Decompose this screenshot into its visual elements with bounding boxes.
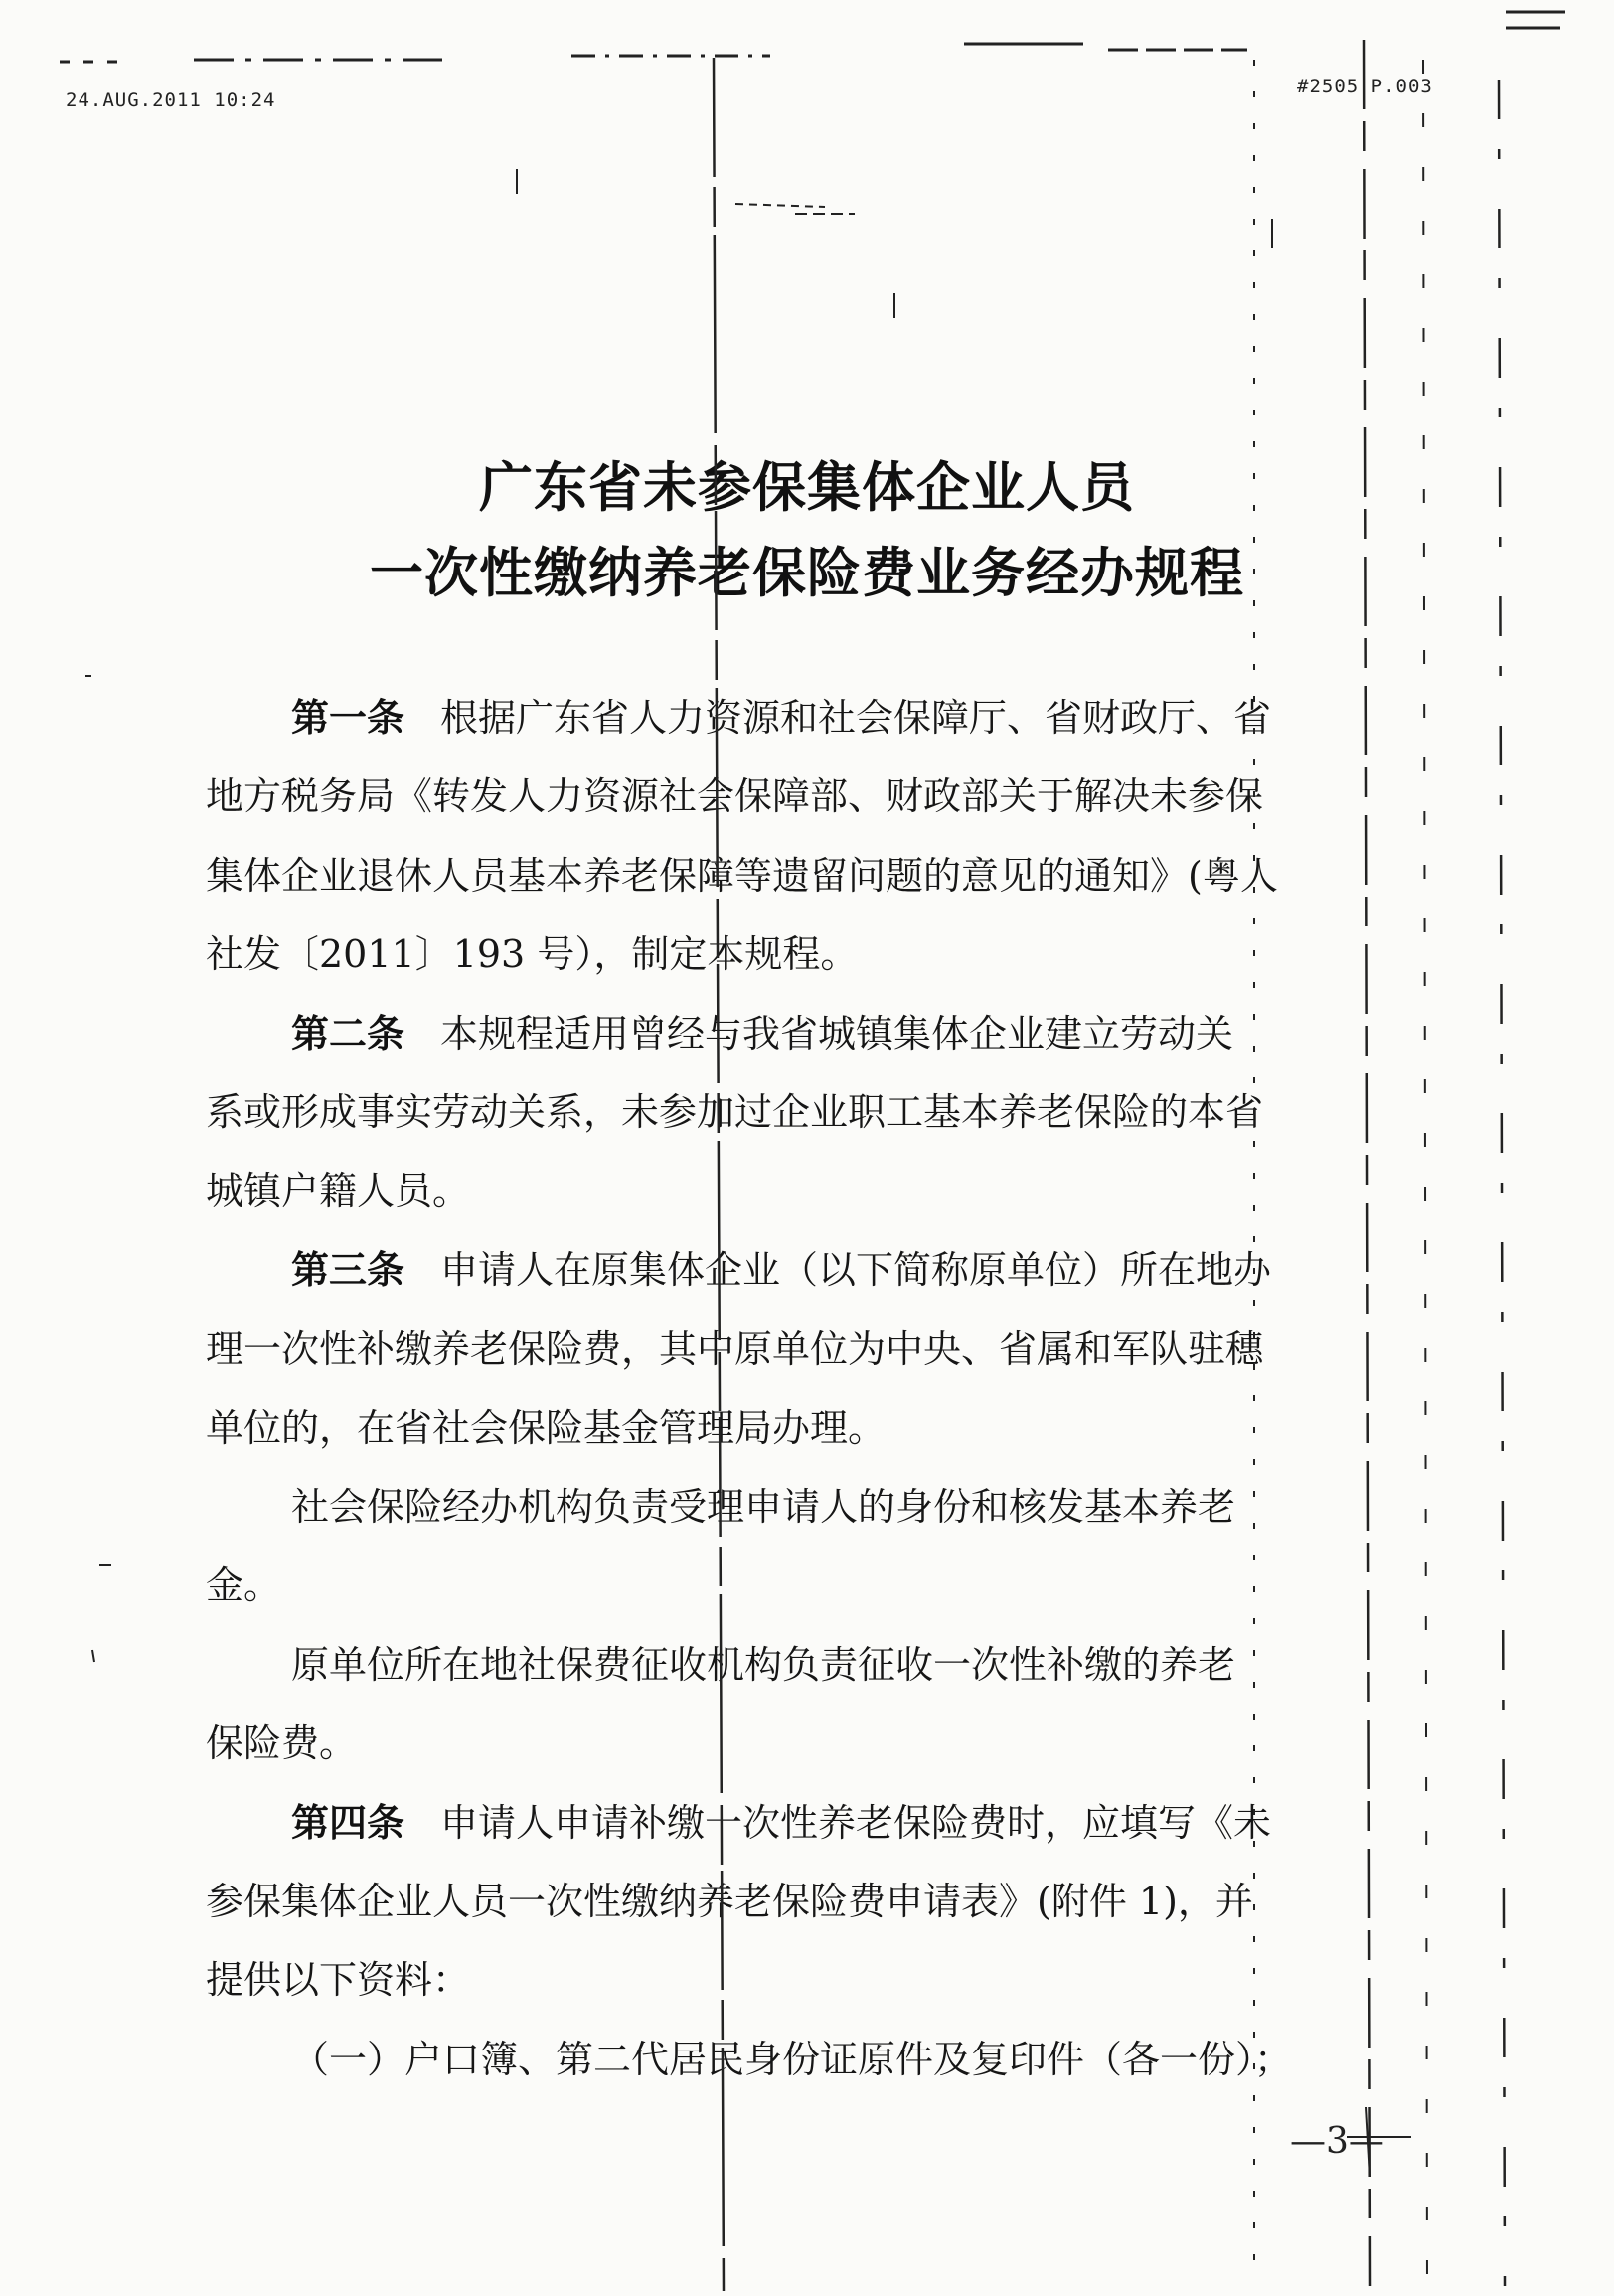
body-text: 集体企业退休人员基本养老保障等遗留问题的意见的通知》(粤人 — [206, 853, 1278, 898]
body-line — [206, 1485, 1469, 1529]
body-line — [206, 1563, 1383, 1607]
article-number: 第三条 — [291, 1246, 405, 1292]
body-line — [206, 1880, 1383, 1923]
body-line — [206, 696, 1469, 739]
body-line — [206, 1248, 1469, 1292]
body-text: 提供以下资料： — [206, 1958, 471, 2003]
fax-page-ref: #2505 P.003 — [1297, 76, 1433, 97]
body-text: 社会保险经办机构负责受理申请人的身份和核发基本养老 — [291, 1485, 1236, 1529]
body-line — [206, 1801, 1469, 1845]
page-number: —3— — [1290, 2121, 1384, 2162]
article-number: 第四条 — [291, 1799, 405, 1845]
body-line — [206, 774, 1383, 818]
body-text: （一）户口簿、第二代居民身份证原件及复印件（各一份）； — [291, 2037, 1293, 2081]
body-line — [206, 2038, 1469, 2081]
body-text: 理一次性补缴养老保险费，其中原单位为中央、省属和军队驻穗 — [206, 1327, 1264, 1372]
body-text: 地方税务局《转发人力资源社会保障部、财政部关于解决未参保 — [206, 774, 1264, 819]
fax-timestamp: 24.AUG.2011 10:24 — [66, 89, 276, 111]
document-title-line-1: 广东省未参保集体企业人员 — [479, 455, 1135, 519]
body-line — [206, 1643, 1469, 1687]
body-text: 金。 — [206, 1563, 282, 1608]
body-line — [206, 1958, 1383, 2002]
body-line — [206, 1169, 1383, 1213]
document-title-line-2: 一次性缴纳养老保险费业务经办规程 — [370, 541, 1244, 604]
body-text: 本规程适用曾经与我省城镇集体企业建立劳动关 — [440, 1011, 1234, 1056]
body-line — [206, 1406, 1383, 1450]
body-line — [206, 1722, 1383, 1765]
article-number: 第一条 — [291, 695, 405, 739]
body-text: 申请人在原集体企业（以下简称原单位）所在地办 — [440, 1247, 1272, 1292]
body-line — [206, 1090, 1383, 1134]
body-text: 城镇户籍人员。 — [206, 1169, 471, 1214]
article-number: 第二条 — [291, 1010, 405, 1056]
body-text: 保险费。 — [206, 1722, 358, 1766]
body-line — [206, 854, 1383, 898]
body-text: 原单位所在地社保费征收机构负责征收一次性补缴的养老 — [291, 1642, 1236, 1687]
body-text: 系或形成事实劳动关系，未参加过企业职工基本养老保险的本省 — [206, 1090, 1264, 1134]
body-text: 根据广东省人力资源和社会保障厅、省财政厅、省 — [440, 696, 1272, 739]
body-text: 单位的，在省社会保险基金管理局办理。 — [206, 1405, 887, 1450]
body-text: 社发〔2011〕193 号），制定本规程。 — [206, 932, 859, 977]
body-text: 参保集体企业人员一次性缴纳养老保险费申请表》(附件 1)，并 — [206, 1880, 1253, 1923]
body-line — [206, 932, 1383, 976]
body-text: 申请人申请补缴一次性养老保险费时，应填写《未 — [440, 1800, 1272, 1845]
body-line — [206, 1327, 1383, 1371]
body-line — [206, 1012, 1469, 1056]
